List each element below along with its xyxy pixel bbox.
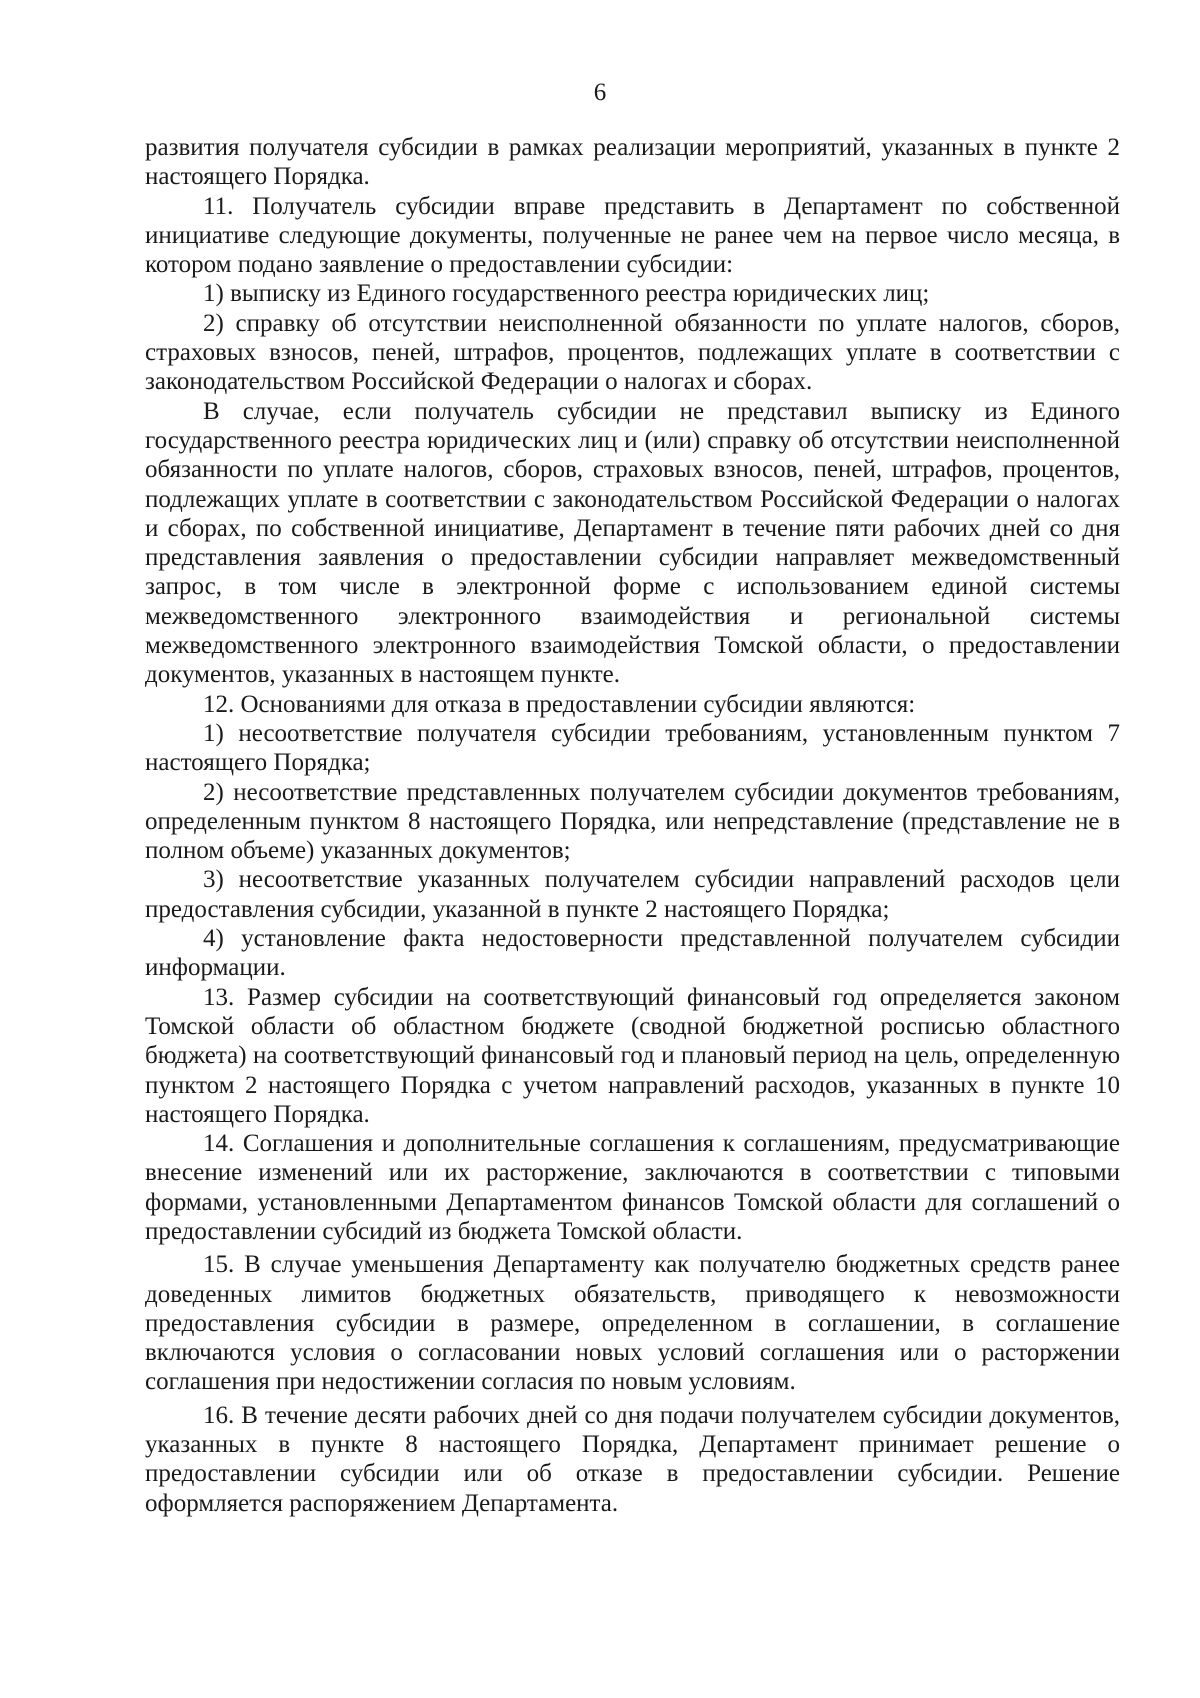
- paragraph-continuation: развития получателя субсидии в рамках реализации мероприятий, указанных в пункте 2 настоящего Порядка.: [145, 134, 1120, 191]
- paragraph-item-12: 12. Основаниями для отказа в предоставлении субсидии являются:: [203, 690, 916, 718]
- paragraph-item-13: 13. Размер субсидии на соответствующий финансовый год определяется законом Томской области об областном бюджете (сводной бюджетной росписью областного бюджета) на соответствующий финансовый год и плановый период на цель, определенную пунктом 2 настоящего Порядка с учетом направлений расходов, указанных в пункте 10 настоящего Порядка.: [145, 983, 1120, 1128]
- document-body: [145, 133, 1120, 1518]
- paragraph-subitem-12-2: 2) несоответствие представленных получателем субсидии документов требованиям, определенным пунктом 8 настоящего Порядка, или непредставление (представление не в полном объеме) указанных документов;: [145, 778, 1120, 865]
- paragraph-item-16: 16. В течение десяти рабочих дней со дня подачи получателем субсидии документов, указанных в пункте 8 настоящего Порядка, Департамент принимает решение о предоставлении субсидии или об отказе в предоставлении субсидии. Решение оформляется распоряжением Департамента.: [145, 1401, 1120, 1517]
- paragraph-item-14: 14. Соглашения и дополнительные соглашения к соглашениям, предусматривающие внесение изменений или их расторжение, заключаются в соответствии с типовыми формами, установленными Департаментом финансов Томской области для соглашений о предоставлении субсидий из бюджета Томской области.: [145, 1130, 1120, 1245]
- paragraph-item-15: 15. В случае уменьшения Департаменту как получателю бюджетных средств ранее доведенных лимитов бюджетных обязательств, приводящего к невозможности предоставления субсидии в размере, определенном в соглашении, в соглашение включаются условия о согласовании новых условий соглашения или о расторжении соглашения при недостижении согласия по новым условиям.: [145, 1251, 1120, 1396]
- paragraph-subitem-12-3: 3) несоответствие указанных получателем субсидии направлений расходов цели предоставления субсидии, указанной в пункте 2 настоящего Порядка;: [145, 866, 1120, 923]
- paragraph-item-11: 11. Получатель субсидии вправе представить в Департамент по собственной инициативе следующие документы, полученные не ранее чем на первое число месяца, в котором подано заявление о предоставлении субсидии:: [145, 192, 1120, 279]
- paragraph-subitem-12-1: 1) несоответствие получателя субсидии требованиям, установленным пунктом 7 настоящего Порядка;: [145, 719, 1120, 777]
- paragraph-subitem-12-4: 4) установление факта недостоверности представленной получателем субсидии информации.: [145, 925, 1120, 982]
- paragraph-subitem-11-2: 2) справку об отсутствии неисполненной обязанности по уплате налогов, сборов, страховых взносов, пеней, штрафов, процентов, подлежащих уплате в соответствии с законодательством Российской Федерации о налогах и сборах.: [145, 309, 1120, 396]
- paragraph-item-11-note: В случае, если получатель субсидии не представил выписку из Единого государственного реестра юридических лиц и (или) справку об отсутствии неисполненной обязанности по уплате налогов, сборов, страховых взносов, пеней, штрафов, процентов, подлежащих уплате в соответствии с законодательством Российской Федерации о налогах и сборах, по собственной инициативе, Департамент в течение пяти рабочих дней со дня представления заявления о предоставлении субсидии направляет межведомственный запрос, в том числе в электронной форме с использованием единой системы межведомственного электронного взаимодействия и региональной системы межведомственного электронного взаимодействия Томской области, о предоставлении документов, указанных в настоящем пункте.: [145, 397, 1120, 689]
- page-number: 6: [593, 79, 607, 106]
- paragraph-subitem-11-1: 1) выписку из Единого государственного реестра юридических лиц;: [203, 280, 930, 308]
